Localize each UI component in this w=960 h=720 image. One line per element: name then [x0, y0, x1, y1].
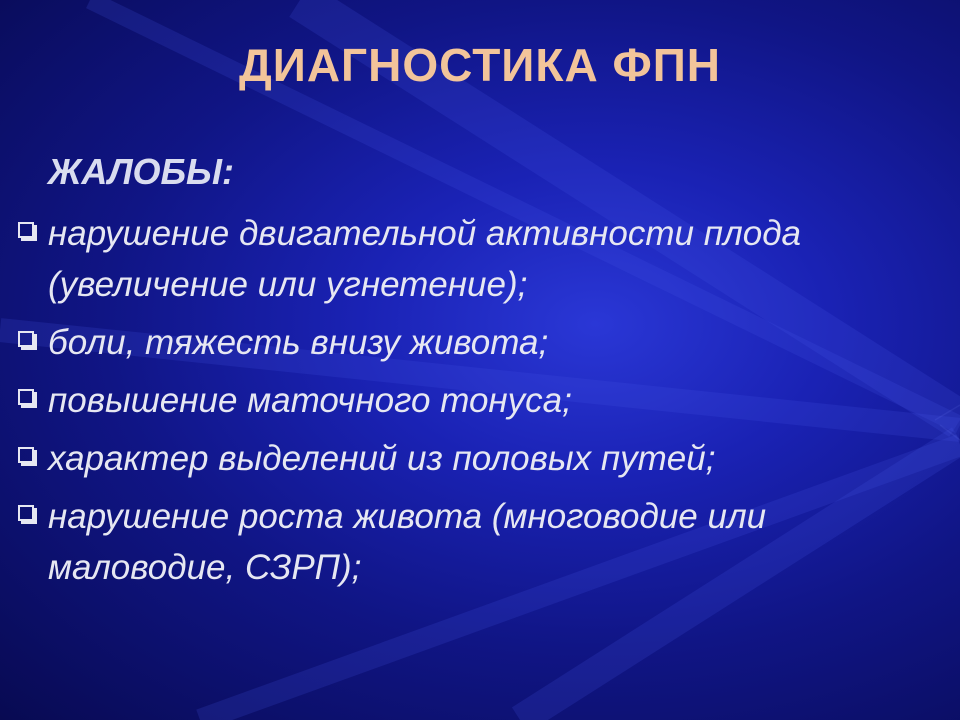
list-item-text: повышение маточного тонуса;	[48, 381, 572, 420]
checkbox-bullet-icon	[18, 505, 34, 521]
list-item-text: характер выделений из половых путей;	[48, 439, 716, 478]
list-item	[14, 433, 944, 484]
slide-subtitle: ЖАЛОБЫ:	[48, 151, 235, 192]
list-item	[14, 317, 944, 368]
checkbox-bullet-icon	[18, 389, 34, 405]
list-item-text: нарушение роста живота (многоводие или маловодие, СЗРП);	[48, 497, 767, 587]
list-item	[14, 208, 944, 310]
checkbox-bullet-icon	[18, 222, 34, 238]
slide-title: ДИАГНОСТИКА ФПН	[239, 39, 721, 91]
complaints-list	[14, 208, 944, 600]
checkbox-bullet-icon	[18, 447, 34, 463]
list-item	[14, 375, 944, 426]
checkbox-bullet-icon	[18, 331, 34, 347]
list-item-text: боли, тяжесть внизу живота;	[48, 323, 549, 362]
list-item-text: нарушение двигательной активности плода (увеличение или угнетение);	[48, 214, 802, 304]
list-item	[14, 491, 944, 593]
